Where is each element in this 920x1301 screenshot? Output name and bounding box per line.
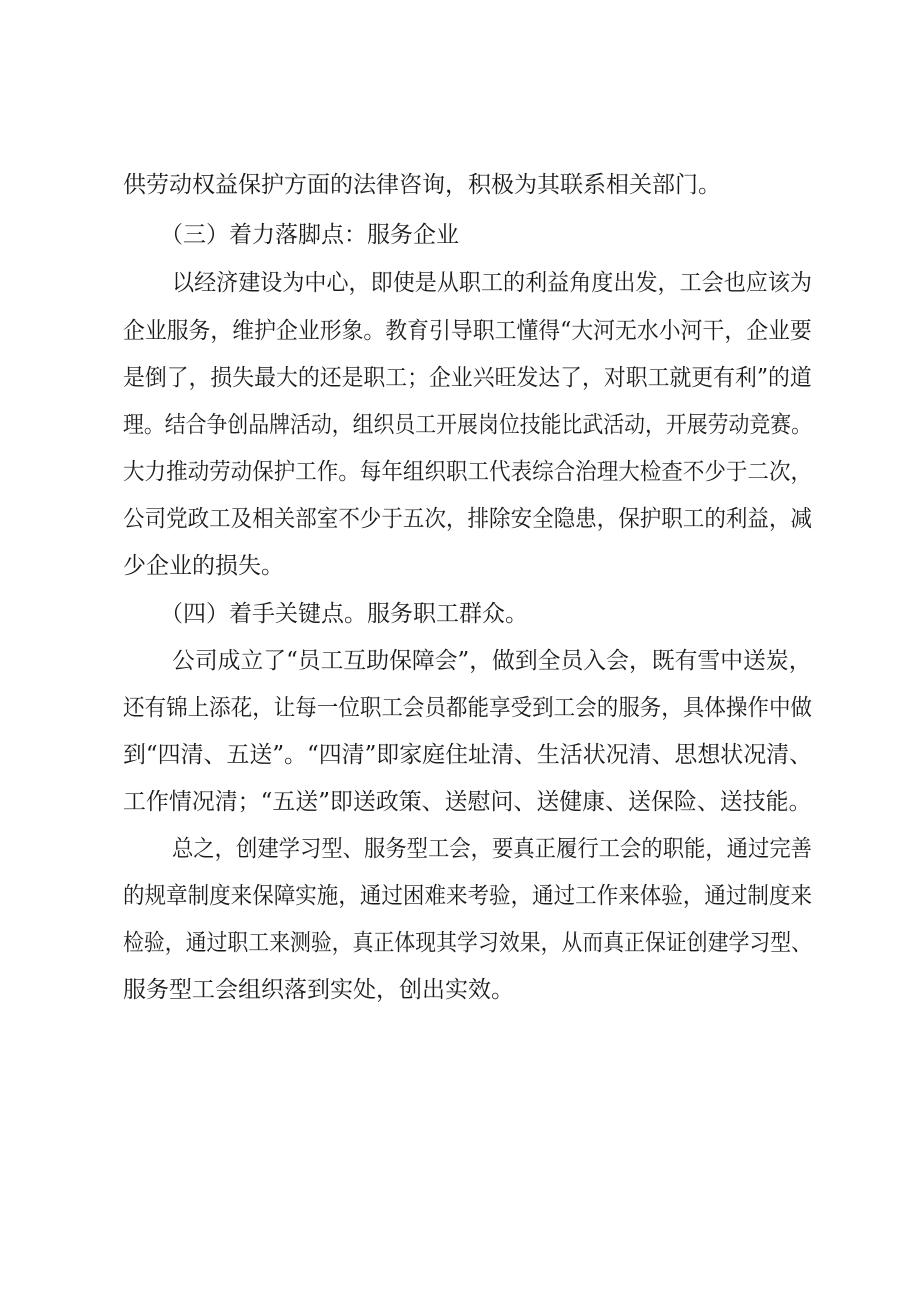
text-line: 企业服务，维护企业形象。教育引导职工懂得“大河无水小河干，企业要 bbox=[123, 318, 812, 344]
text-line: 理。结合争创品牌活动，组织员工开展岗位技能比武活动，开展劳动竞赛。 bbox=[123, 412, 812, 438]
text-line: 公司党政工及相关部室不少于五次，排除安全隐患，保护职工的利益，减 bbox=[123, 506, 812, 532]
text-line: 供劳动权益保护方面的法律咨询，积极为其联系相关部门。 bbox=[123, 172, 721, 198]
text-line: 工作情况清；“五送”即送政策、送慰问、送健康、送保险、送技能。 bbox=[123, 789, 812, 815]
text-line: 少企业的损失。 bbox=[123, 553, 284, 579]
text-line: 到“四清、五送”。“四清”即家庭住址清、生活状况清、思想状况清、 bbox=[123, 742, 813, 768]
text-line: 还有锦上添花，让每一位职工会员都能享受到工会的服务，具体操作中做 bbox=[123, 695, 812, 721]
text-line: 服务型工会组织落到实处，创出实效。 bbox=[123, 977, 514, 1003]
text-line: 检验，通过职工来测验，真正体现其学习效果，从而真正保证创建学习型、 bbox=[123, 930, 812, 956]
section-heading: （四）着手关键点。服务职工群众。 bbox=[160, 601, 528, 627]
text-line: 公司成立了“员工互助保障会”，做到全员入会，既有雪中送炭， bbox=[172, 648, 812, 674]
text-line: 以经济建设为中心，即使是从职工的利益角度出发，工会也应该为 bbox=[172, 270, 812, 296]
text-line: 总之，创建学习型、服务型工会，要真正履行工会的职能，通过完善 bbox=[172, 836, 812, 862]
text-line: 的规章制度来保障实施，通过困难来考验，通过工作来体验，通过制度来 bbox=[123, 883, 812, 909]
text-line: 是倒了，损失最大的还是职工；企业兴旺发达了，对职工就更有利”的道 bbox=[123, 365, 812, 391]
section-heading: （三）着力落脚点：服务企业 bbox=[160, 222, 459, 248]
text-line: 大力推动劳动保护工作。每年组织职工代表综合治理大检查不少于二次， bbox=[123, 459, 812, 485]
